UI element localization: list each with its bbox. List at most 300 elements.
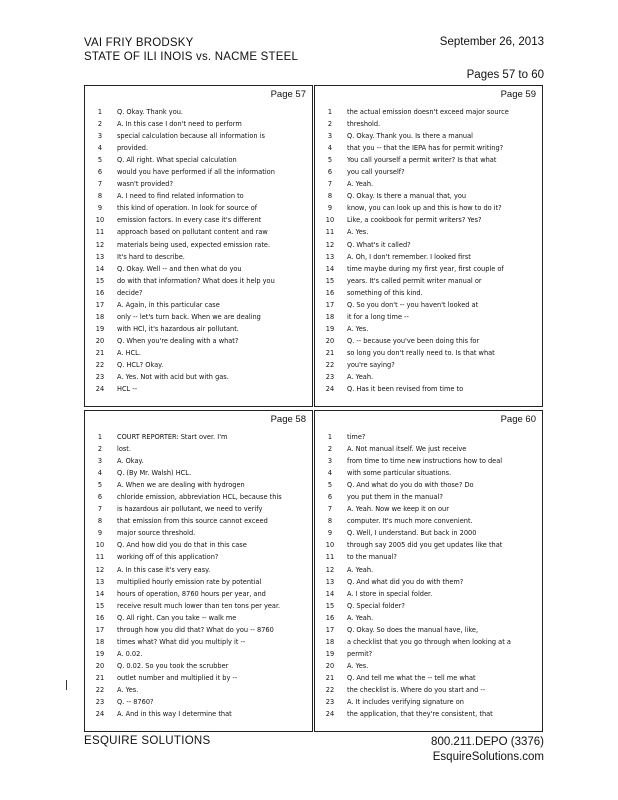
line-text: A. Yeah. (347, 373, 374, 382)
line-number: 12 (325, 565, 335, 574)
line-number: 23 (325, 373, 335, 382)
line-number: 8 (97, 517, 103, 526)
transcript-line (85, 551, 312, 563)
line-number: 10 (325, 541, 335, 550)
page-title: Page 57 (270, 89, 306, 100)
line-number: 18 (95, 637, 105, 646)
transcript-line (85, 275, 312, 287)
transcript-line (315, 612, 542, 624)
transcript-line (315, 311, 542, 323)
line-text: time? (347, 433, 366, 441)
line-number: 23 (95, 698, 105, 707)
line-text: threshold. (347, 120, 381, 129)
transcript-line (315, 684, 542, 696)
line-number: 9 (327, 204, 333, 213)
line-text: Q. And tell me what the -- tell me what (347, 673, 476, 682)
transcript-line (85, 696, 312, 708)
transcript-line (85, 636, 312, 648)
line-text: A. Not manual itself. We just receive (347, 445, 467, 454)
line-text: through say 2005 did you get updates like that (347, 541, 503, 550)
line-number: 9 (97, 529, 103, 538)
line-text: Q. Okay. Is there a manual that, you (347, 192, 467, 201)
line-text: time maybe during my first year, first couple of (347, 264, 504, 273)
line-text: hours of operation, 8760 hours per year, and (117, 589, 266, 598)
transcript-line (85, 154, 312, 166)
line-number: 12 (95, 240, 105, 249)
line-text: Q. (By Mr. Walsh) HCL. (117, 469, 192, 478)
line-text: multiplied hourly emission rate by potential (117, 577, 262, 586)
line-number: 11 (325, 553, 335, 562)
transcript-line (85, 214, 312, 226)
transcript-line (85, 467, 312, 479)
transcript-line (315, 106, 542, 118)
line-number: 19 (95, 324, 105, 333)
line-text: A. Yes. (117, 685, 139, 694)
transcript-line (315, 202, 542, 214)
line-text: A. Yeah. (347, 565, 374, 574)
transcript-line (85, 287, 312, 299)
line-text: with HCl, it's hazardous air pollutant. (117, 324, 239, 333)
transcript-line (85, 564, 312, 576)
transcript-line (85, 527, 312, 539)
transcript-line (85, 347, 312, 359)
line-text: Q. So you don't -- you haven't looked at (347, 300, 479, 309)
line-text: Q. And what did you do with them? (347, 577, 464, 586)
line-number: 6 (97, 168, 103, 177)
transcript-line (85, 443, 312, 455)
line-text: Q. -- 8760? (117, 698, 154, 707)
line-number: 15 (95, 601, 105, 610)
line-number: 24 (325, 385, 335, 394)
transcript-line (315, 636, 542, 648)
transcript-line (315, 431, 542, 443)
transcript-line (315, 239, 542, 251)
transcript-line (315, 154, 542, 166)
transcript-line (85, 515, 312, 527)
transcript-line (315, 347, 542, 359)
line-text: would you have performed if all the information (117, 168, 275, 177)
line-number: 16 (95, 288, 105, 297)
transcript-line (85, 263, 312, 275)
line-number: 1 (97, 433, 103, 441)
line-text: A. 0.02. (117, 649, 143, 658)
line-text: Q. And what do you do with those? Do (347, 481, 474, 490)
transcript-line (315, 467, 542, 479)
page-title: Page 59 (500, 89, 536, 100)
line-number: 10 (325, 216, 335, 225)
line-text: It's hard to describe. (117, 252, 185, 261)
line-text: Q. Special folder? (347, 601, 405, 610)
line-number: 2 (327, 445, 333, 454)
transcript-line (315, 564, 542, 576)
line-text: A. And in this way I determine that (117, 710, 232, 719)
line-text: you're saying? (347, 360, 395, 369)
transcript-line (315, 491, 542, 503)
line-number: 9 (327, 529, 333, 538)
transcript-line (315, 624, 542, 636)
line-number: 8 (327, 192, 333, 201)
line-number: 7 (327, 505, 333, 514)
scan-mark (66, 680, 67, 690)
line-text: outlet number and multiplied it by -- (117, 673, 238, 682)
line-number: 21 (325, 673, 335, 682)
line-number: 4 (97, 469, 103, 478)
line-number: 24 (325, 710, 335, 719)
line-number: 5 (97, 156, 103, 165)
line-number: 16 (325, 288, 335, 297)
transcript-line (315, 166, 542, 178)
transcript-line (85, 672, 312, 684)
line-number: 23 (325, 698, 335, 707)
line-text: know, you can look up and this is how to do it? (347, 204, 502, 213)
line-number: 15 (95, 276, 105, 285)
line-text: to the manual? (347, 553, 397, 562)
line-text: Q. 0.02. So you took the scrubber (117, 661, 229, 670)
line-text: Q. Okay. Thank you. (117, 108, 184, 116)
transcript-line (315, 576, 542, 588)
line-text: You call yourself a permit writer? Is that what (347, 156, 497, 165)
transcript-line (85, 299, 312, 311)
line-number: 14 (325, 264, 335, 273)
line-text: through how you did that? What do you -- 8760 (117, 625, 274, 634)
line-number: 20 (325, 336, 335, 345)
line-text: A. Yeah. Now we keep it on our (347, 505, 449, 514)
transcript-line (315, 335, 542, 347)
transcript-line (85, 503, 312, 515)
transcript-lines (315, 431, 542, 720)
line-number: 21 (95, 348, 105, 357)
transcript-line (315, 323, 542, 335)
line-text: Like, a cookbook for permit writers? Yes? (347, 216, 482, 225)
transcript-line (315, 515, 542, 527)
line-text: permit? (347, 649, 373, 658)
line-number: 12 (325, 240, 335, 249)
line-number: 7 (97, 505, 103, 514)
line-text: lost. (117, 445, 131, 454)
line-number: 21 (95, 673, 105, 682)
line-text: A. In this case it's very easy. (117, 565, 211, 574)
line-text: working off of this application? (117, 553, 219, 562)
footer-phone: 800.211.DEPO (3376) (431, 736, 544, 748)
line-text: years. It's called permit writer manual or (347, 276, 482, 285)
transcript-line (315, 648, 542, 660)
transcript-line (85, 178, 312, 190)
line-text: Q. Okay. Well -- and then what do you (117, 264, 242, 273)
transcript-line (315, 142, 542, 154)
transcript-line (315, 287, 542, 299)
line-number: 17 (325, 300, 335, 309)
line-number: 5 (327, 156, 333, 165)
line-text: A. Yes. (347, 661, 369, 670)
line-number: 17 (325, 625, 335, 634)
line-number: 13 (95, 252, 105, 261)
line-number: 18 (95, 312, 105, 321)
transcript-line (315, 479, 542, 491)
transcript-line (315, 178, 542, 190)
line-number: 17 (95, 300, 105, 309)
line-number: 4 (327, 469, 333, 478)
line-number: 14 (95, 589, 105, 598)
line-number: 16 (325, 613, 335, 622)
line-text: Q. And how did you do that in this case (117, 541, 247, 550)
line-text: A. I store in special folder. (347, 589, 433, 598)
line-text: something of this kind. (347, 288, 423, 297)
line-number: 19 (325, 324, 335, 333)
line-text: Q. All right. What special calculation (117, 156, 237, 165)
line-text: the actual emission doesn't exceed major source (347, 108, 509, 116)
line-text: that emission from this source cannot exceed (117, 517, 268, 526)
line-number: 20 (95, 336, 105, 345)
transcript-line (85, 142, 312, 154)
line-text: wasn't provided? (117, 180, 173, 189)
line-number: 22 (95, 685, 105, 694)
transcript-line (315, 672, 542, 684)
line-text: approach based on pollutant content and raw (117, 228, 268, 237)
transcript-line (315, 371, 542, 383)
line-text: A. Yes. (347, 228, 369, 237)
panel-page-57 (84, 85, 313, 407)
line-text: A. Yeah. (347, 180, 374, 189)
line-text: that you -- that the IEPA has for permit writing? (347, 144, 504, 153)
transcript-line (85, 130, 312, 142)
line-number: 4 (327, 144, 333, 153)
line-number: 18 (325, 312, 335, 321)
line-text: A. Yes. (347, 324, 369, 333)
line-text: materials being used, expected emission rate. (117, 240, 271, 249)
transcript-line (85, 455, 312, 467)
transcript-line (85, 600, 312, 612)
transcript-line (315, 660, 542, 672)
transcript-line (315, 130, 542, 142)
line-number: 17 (95, 625, 105, 634)
transcript-line (315, 551, 542, 563)
line-number: 10 (95, 541, 105, 550)
transcript-line (315, 118, 542, 130)
transcript-line (315, 708, 542, 720)
line-number: 5 (97, 481, 103, 490)
line-text: A. Oh, I don't remember. I looked first (347, 252, 471, 261)
line-number: 3 (97, 457, 103, 466)
page-title: Page 60 (500, 414, 536, 425)
transcript-line (85, 335, 312, 347)
case-title: STATE OF ILI INOIS vs. NACME STEEL (84, 51, 299, 63)
transcript-line (315, 588, 542, 600)
line-number: 8 (97, 192, 103, 201)
line-number: 6 (97, 493, 103, 502)
line-number: 19 (95, 649, 105, 658)
line-number: 14 (95, 264, 105, 273)
line-text: A. Yeah. (347, 613, 374, 622)
line-number: 3 (327, 457, 333, 466)
line-text: provided. (117, 144, 149, 153)
line-text: so long you don't really need to. Is that what (347, 348, 495, 357)
line-number: 1 (327, 108, 333, 116)
transcript-lines (85, 431, 312, 720)
line-number: 19 (325, 649, 335, 658)
line-text: times what? What did you multiply it -- (117, 637, 246, 646)
line-number: 2 (97, 445, 103, 454)
transcript-line (315, 263, 542, 275)
line-text: Q. HCL? Okay. (117, 360, 164, 369)
transcript-line (85, 539, 312, 551)
line-number: 10 (95, 216, 105, 225)
transcript-lines (85, 106, 312, 395)
line-text: Q. Has it been revised from time to (347, 385, 464, 394)
line-number: 6 (327, 168, 333, 177)
line-text: Q. What's it called? (347, 240, 411, 249)
line-number: 16 (95, 613, 105, 622)
line-text: A. I need to find related information to (117, 192, 244, 201)
transcript-line (85, 166, 312, 178)
line-number: 13 (325, 577, 335, 586)
line-text: the application, that they're consistent, that (347, 710, 493, 719)
transcript-line (315, 696, 542, 708)
line-number: 12 (95, 565, 105, 574)
line-text: Q. When you're dealing with a what? (117, 336, 239, 345)
line-text: major source threshold. (117, 529, 196, 538)
line-text: receive result much lower than ten tons per year. (117, 601, 281, 610)
transcript-line (85, 118, 312, 130)
line-number: 22 (325, 685, 335, 694)
line-number: 1 (97, 108, 103, 116)
line-text: this kind of operation. In look for source of (117, 204, 258, 213)
transcript-line (85, 239, 312, 251)
line-text: chloride emission, abbreviation HCL, because this (117, 493, 282, 502)
line-text: only -- let's turn back. When we are dealing (117, 312, 261, 321)
panel-page-60 (314, 410, 543, 732)
line-text: A. Okay. (117, 457, 144, 466)
panel-page-58 (84, 410, 313, 732)
line-text: from time to time new instructions how to deal (347, 457, 503, 466)
line-number: 13 (95, 577, 105, 586)
line-text: computer. It's much more convenient. (347, 517, 473, 526)
transcript-line (85, 383, 312, 395)
transcript-line (85, 576, 312, 588)
line-number: 3 (327, 132, 333, 141)
line-text: Q. Well, I understand. But back in 2000 (347, 529, 477, 538)
transcript-line (315, 275, 542, 287)
transcript-line (315, 299, 542, 311)
line-text: A. In this case I don't need to perform (117, 120, 242, 129)
transcript-line (85, 624, 312, 636)
line-text: a checklist that you go through when looking at a (347, 637, 511, 646)
line-text: A. It includes verifying signature on (347, 698, 464, 707)
transcript-line (315, 600, 542, 612)
line-number: 20 (325, 661, 335, 670)
line-number: 22 (325, 360, 335, 369)
line-number: 20 (95, 661, 105, 670)
transcript-line (85, 612, 312, 624)
footer-contact (431, 735, 544, 765)
deposition-date: September 26, 2013 (439, 36, 544, 48)
transcript-line (85, 359, 312, 371)
transcript-line (315, 443, 542, 455)
line-number: 2 (97, 120, 103, 129)
line-text: A. Yes. Not with acid but with gas. (117, 373, 229, 382)
transcript-line (85, 371, 312, 383)
page-title: Page 58 (270, 414, 306, 425)
line-number: 15 (325, 601, 335, 610)
line-text: do with that information? What does it help you (117, 276, 275, 285)
line-number: 14 (325, 589, 335, 598)
page-range: Pages 57 to 60 (466, 69, 544, 81)
line-number: 6 (327, 493, 333, 502)
line-number: 5 (327, 481, 333, 490)
line-text: decide? (117, 288, 143, 297)
line-text: Q. All right. Can you take -- walk me (117, 613, 237, 622)
line-text: Q. -- because you've been doing this for (347, 336, 480, 345)
transcript-line (85, 588, 312, 600)
line-text: emission factors. In every case it's different (117, 216, 262, 225)
transcript-line (85, 431, 312, 443)
transcript-line (85, 684, 312, 696)
transcript-line (85, 226, 312, 238)
line-number: 24 (95, 710, 105, 719)
transcript-line (315, 539, 542, 551)
transcript-line (85, 311, 312, 323)
line-number: 11 (95, 228, 105, 237)
line-number: 2 (327, 120, 333, 129)
panel-page-59 (314, 85, 543, 407)
transcript-lines (315, 106, 542, 395)
line-number: 7 (97, 180, 103, 189)
transcript-line (85, 479, 312, 491)
line-text: A. Again, in this particular case (117, 300, 220, 309)
line-number: 22 (95, 360, 105, 369)
line-number: 18 (325, 637, 335, 646)
line-text: A. When we are dealing with hydrogen (117, 481, 245, 490)
transcript-line (315, 527, 542, 539)
transcript-line (315, 503, 542, 515)
line-number: 21 (325, 348, 335, 357)
header-witness (84, 36, 298, 64)
line-number: 3 (97, 132, 103, 141)
transcript-line (85, 251, 312, 263)
line-number: 15 (325, 276, 335, 285)
line-text: you put them in the manual? (347, 493, 443, 502)
line-text: COURT REPORTER: Start over. I'm (117, 433, 228, 441)
transcript-line (315, 383, 542, 395)
line-text: is hazardous air pollutant, we need to verify (117, 505, 263, 514)
transcript-line (85, 708, 312, 720)
line-number: 7 (327, 180, 333, 189)
line-text: HCL -- (117, 385, 138, 394)
line-text: special calculation because all information is (117, 132, 265, 141)
transcript-line (85, 491, 312, 503)
line-number: 1 (327, 433, 333, 441)
transcript-line (85, 660, 312, 672)
line-text: the checklist is. Where do you start and -- (347, 685, 486, 694)
transcript-line (85, 323, 312, 335)
line-text: with some particular situations. (347, 469, 452, 478)
transcript-line (315, 190, 542, 202)
line-text: you call yourself? (347, 168, 405, 177)
transcript-line (85, 106, 312, 118)
line-number: 4 (97, 144, 103, 153)
line-number: 9 (97, 204, 103, 213)
transcript-line (315, 251, 542, 263)
transcript-line (85, 190, 312, 202)
transcript-grid (84, 85, 544, 733)
line-text: Q. Okay. Thank you. Is there a manual (347, 132, 473, 141)
witness-name: VAI FRIY BRODSKY (84, 37, 194, 49)
line-text: A. HCL. (117, 348, 141, 357)
transcript-line (85, 202, 312, 214)
line-number: 8 (327, 517, 333, 526)
transcript-line (315, 359, 542, 371)
line-text: it for a long time -- (347, 312, 409, 321)
line-number: 11 (95, 553, 105, 562)
